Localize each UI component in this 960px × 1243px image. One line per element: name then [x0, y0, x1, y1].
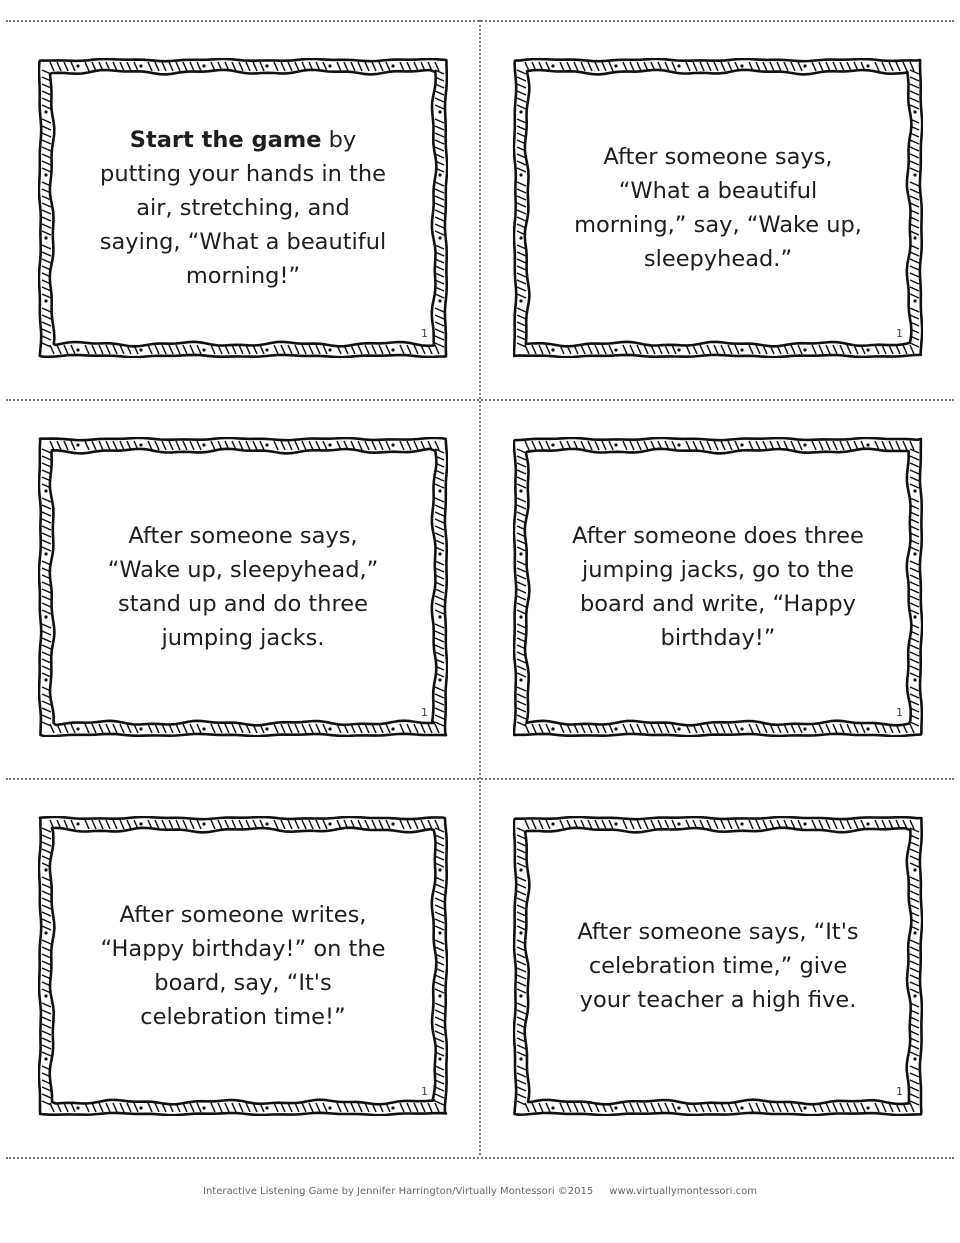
card-body: After someone writes, “Happy birthday!” on the board, say, “It's celebration time!” — [100, 902, 386, 1030]
footer-url: www.virtuallymontessori.com — [609, 1186, 757, 1197]
cut-line-vertical — [479, 20, 481, 1155]
game-card-5 — [38, 816, 448, 1116]
footer-credit: Interactive Listening Game by Jennifer Harrington/Virtually Montessori ©2015 — [203, 1186, 594, 1197]
card-number: 1 — [421, 1085, 428, 1098]
card-text — [94, 850, 392, 1082]
card-body: After someone says, “It's celebration time,” give your teacher a high five. — [577, 919, 859, 1013]
card-body: by putting your hands in the air, stretching, and saying, “What a beautiful morning!” — [99, 127, 387, 289]
game-card-3 — [38, 437, 448, 737]
card-number: 1 — [896, 327, 903, 340]
card-number: 1 — [421, 706, 428, 719]
card-body: After someone says, “Wake up, sleepyhead,” stand up and do three jumping jacks. — [107, 523, 379, 651]
card-text — [569, 471, 867, 703]
card-number: 1 — [421, 327, 428, 340]
card-text — [569, 92, 867, 324]
card-number: 1 — [896, 1085, 903, 1098]
card-lead-bold: Start the game — [129, 127, 322, 153]
card-number: 1 — [896, 706, 903, 719]
card-body: After someone does three jumping jacks, go to the board and write, “Happy birthday!” — [572, 523, 864, 651]
card-text — [94, 471, 392, 703]
card-text — [94, 92, 392, 324]
page-footer — [0, 1186, 960, 1197]
game-card-4 — [513, 437, 923, 737]
game-card-2 — [513, 58, 923, 358]
card-text — [569, 850, 867, 1082]
cut-line-bottom — [6, 1157, 954, 1159]
game-card-6 — [513, 816, 923, 1116]
card-body: After someone says, “What a beautiful morning,” say, “Wake up, sleepyhead.” — [574, 144, 862, 272]
game-card-1 — [38, 58, 448, 358]
